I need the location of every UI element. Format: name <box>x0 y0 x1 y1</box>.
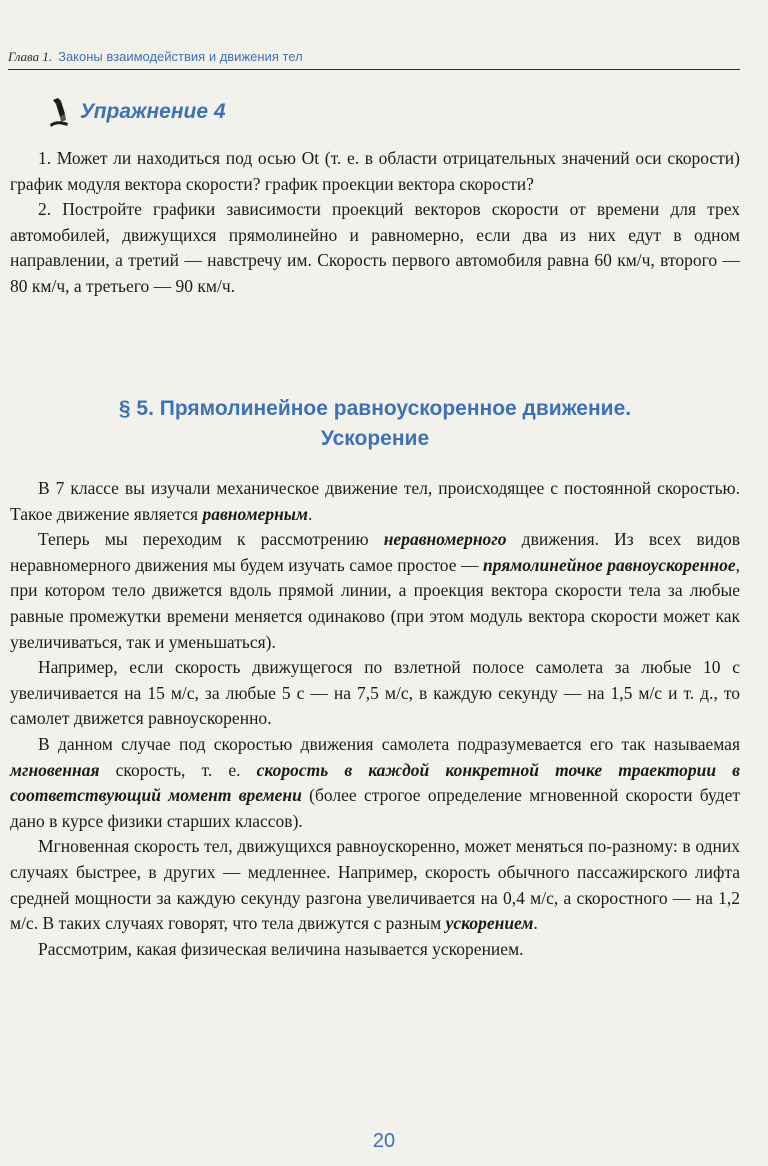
p2-text-a: Теперь мы переходим к рассмотрению <box>38 529 384 550</box>
header-rule <box>8 69 740 70</box>
p1-text-b: . <box>307 503 313 524</box>
section-body <box>10 476 740 962</box>
chapter-title: Законы взаимодействия и движения тел <box>58 49 303 64</box>
running-head <box>8 48 740 66</box>
p2-emphasis-2: прямолинейное равноускоренное <box>482 554 736 575</box>
p2-text-c: , при котором тело движется вдоль прямой линии, а проекция вектора скорости тела за любые равные промежутки времени меняется одинаково (при этом модуль вектора скорости может как увеличиваться, так и уменьшаться). <box>10 554 740 652</box>
paragraph-3: Например, если скорость движущегося по взлетной полосе самолета за любые 10 с увеличивается на 15 м/с, за любые 5 с — на 7,5 м/с, в каждую секунду — на 1,5 м/с и т. д., то самолет движется равноускоренно. <box>10 657 740 729</box>
exercise-heading <box>46 96 226 128</box>
exercise-title: Упражнение 4 <box>80 100 226 123</box>
paragraph-6: Рассмотрим, какая физическая величина называется ускорением. <box>38 938 524 959</box>
paragraph-1 <box>10 476 740 527</box>
p4-text-b: скорость, т. е. <box>99 759 257 780</box>
p4-emphasis-2: скорость в каждой конкретной точке траектории в соответствующий момент времени <box>10 759 740 806</box>
p5-text-b: . <box>533 913 538 934</box>
section-title-line-2: Ускорение <box>320 427 430 450</box>
page-number: 20 <box>372 1130 396 1152</box>
pencil-icon <box>46 96 72 128</box>
chapter-label: Глава 1. <box>8 49 53 64</box>
p4-emphasis-1: мгновенная <box>10 759 100 780</box>
exercise-item-2: 2. Постройте графики зависимости проекций векторов скорости от времени для трех автомобилей, движущихся прямолинейно и равномерно, если два из них едут в одном направлении, а третий — навстречу им. Скорость первого автомобиля равна 60 км/ч, второго — 80 км/ч, а третьего — 90 км/ч. <box>10 199 740 296</box>
p5-text-a: Мгновенная скорость тел, движущихся равноускоренно, может меняться по-разному: в одних случаях быстрее, в других — медленнее. Например, скорость обычного пассажирского лифта средней мощности за каждую секунду разгона увеличивается на 0,4 м/с, а скоростного — на 1,2 м/с. В таких случаях говорят, что тела движутся с разным <box>10 836 740 934</box>
paragraph-2 <box>10 527 740 655</box>
p4-text-c: (более строгое определение мгновенной скорости будет дано в курсе физики старших классов). <box>10 785 740 831</box>
p2-text-b: движения. Из всех видов неравномерного движения мы будем изучать самое простое — <box>10 529 740 575</box>
paragraph-4 <box>10 732 740 834</box>
exercise-body <box>10 146 740 300</box>
p5-emphasis: ускорением <box>445 913 534 934</box>
p1-emphasis: равномерным <box>202 503 308 524</box>
section-title-line-1: § 5. Прямолинейное равноускоренное движение. <box>118 397 632 420</box>
p1-text-a: В 7 классе вы изучали механическое движение тел, происходящее с постоянной скоростью. Такое движение является <box>10 478 740 524</box>
p2-emphasis-1: неравномерного <box>383 529 507 550</box>
p4-text-a: В данном случае под скоростью движения самолета подразумевается его так называемая <box>38 733 740 754</box>
section-title <box>10 394 740 454</box>
paragraph-5 <box>10 834 740 936</box>
exercise-item-1: 1. Может ли находиться под осью Ot (т. е. в области отрицательных значений оси скорости) график модуля вектора скорости? график проекции вектора скорости? <box>10 148 740 194</box>
